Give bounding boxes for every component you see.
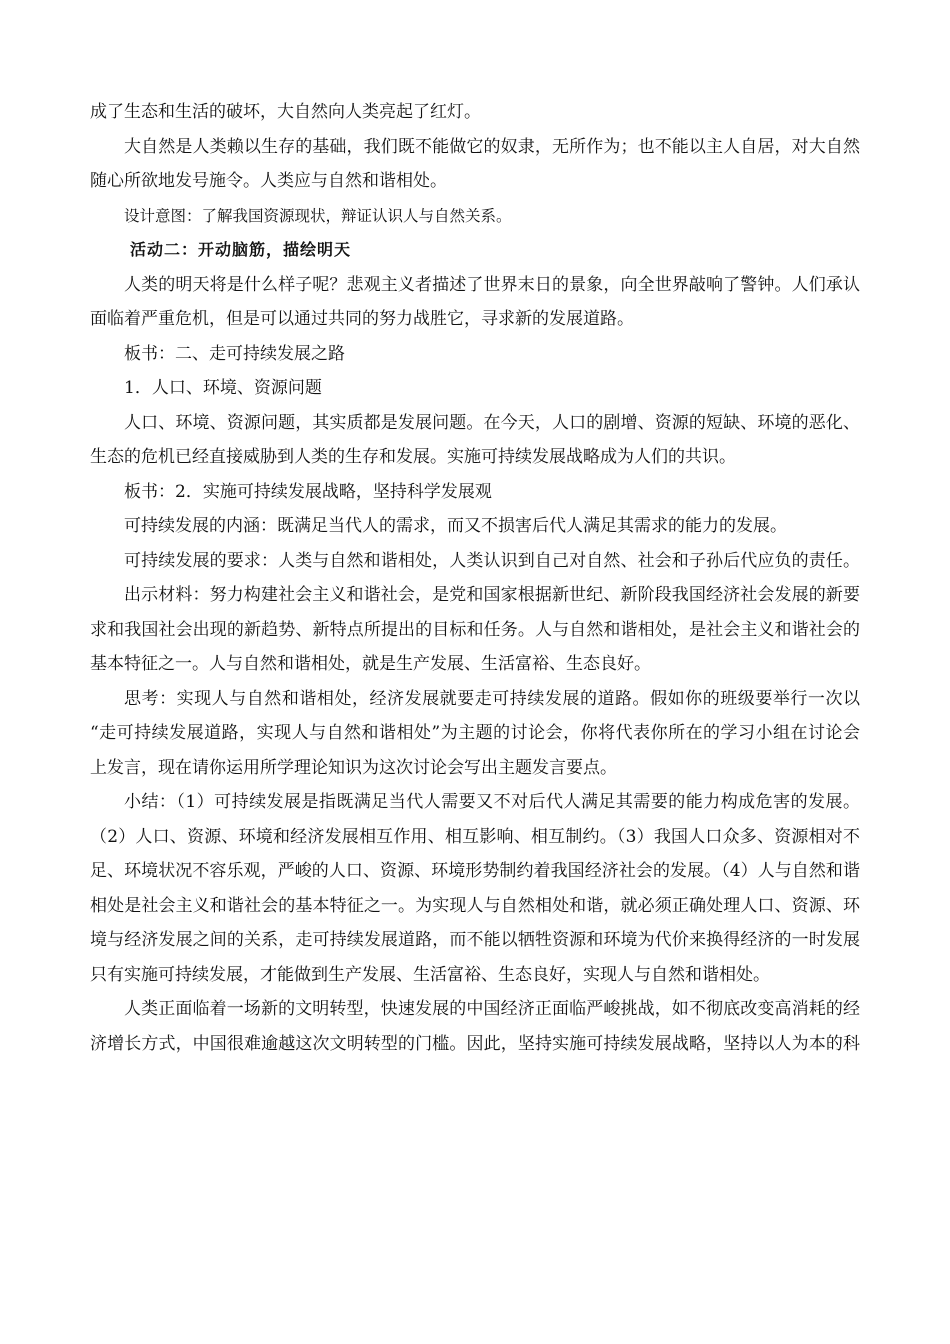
paragraph-line: 大自然是人类赖以生存的基础，我们既不能做它的奴隶，无所作为；也不能以主人自居，对大自然 bbox=[124, 136, 860, 157]
document-page bbox=[90, 95, 860, 1061]
paragraph-line: 随心所欲地发号施令。人类应与自然和谐相处。 bbox=[90, 171, 447, 191]
subsection-title: 1．人口、环境、资源问题 bbox=[124, 378, 322, 398]
summary-line: 足、环境状况不容乐观，严峻的人口、资源、环境形势制约着我国经济社会的发展。（4）人与自然和谐 bbox=[90, 861, 860, 881]
paragraph-line: 面临着严重危机，但是可以通过共同的努力战胜它，寻求新的发展道路。 bbox=[90, 309, 634, 329]
summary-line: 只有实施可持续发展，才能做到生产发展、生活富裕、生态良好，实现人与自然和谐相处。 bbox=[90, 964, 770, 985]
paragraph-line: 人类的明天将是什么样子呢？悲观主义者描述了世界末日的景象，向全世界敲响了警钟。人们承认 bbox=[124, 274, 860, 295]
summary-line: 小结：（1）可持续发展是指既满足当代人需要又不对后代人满足其需要的能力构成危害的发展。 bbox=[124, 792, 860, 812]
paragraph-line: 人类正面临着一场新的文明转型，快速发展的中国经济正面临严峻挑战，如不彻底改变高消耗的经 bbox=[124, 999, 860, 1019]
summary-line: 境与经济发展之间的关系，走可持续发展道路，而不能以牺牲资源和环境为代价来换得经济的一时发展 bbox=[90, 930, 860, 950]
board-writing-line: 板书：二、走可持续发展之路 bbox=[124, 343, 345, 364]
paragraph-line: 成了生态和生活的破坏，大自然向人类亮起了红灯。 bbox=[90, 102, 481, 122]
paragraph-line: 基本特征之一。人与自然和谐相处，就是生产发展、生活富裕、生态良好。 bbox=[90, 654, 651, 674]
paragraph-line: 生态的危机已经直接威胁到人类的生存和发展。实施可持续发展战略成为人们的共识。 bbox=[90, 447, 736, 467]
summary-line: 相处是社会主义和谐社会的基本特征之一。为实现人与自然相处和谐，就必须正确处理人口、资源、环 bbox=[90, 895, 860, 916]
paragraph-line: 思考：实现人与自然和谐相处，经济发展就要走可持续发展的道路。假如你的班级要举行一次以 bbox=[124, 688, 860, 709]
paragraph-line: 上发言，现在请你运用所学理论知识为这次讨论会写出主题发言要点。 bbox=[90, 757, 617, 778]
paragraph-line: 求和我国社会出现的新趋势、新特点所提出的目标和任务。人与自然和谐相处，是社会主义和谐社会的 bbox=[90, 619, 860, 640]
paragraph-line: 人口、环境、资源问题，其实质都是发展问题。在今天，人口的剧增、资源的短缺、环境的恶化、 bbox=[124, 412, 860, 433]
paragraph-line: 出示材料：努力构建社会主义和谐社会，是党和国家根据新世纪、新阶段我国经济社会发展的新要 bbox=[124, 585, 860, 605]
paragraph-line: 可持续发展的要求：人类与自然和谐相处，人类认识到自己对自然、社会和子孙后代应负的责任。 bbox=[124, 550, 860, 571]
paragraph-line: 可持续发展的内涵：既满足当代人的需求，而又不损害后代人满足其需求的能力的发展。 bbox=[124, 516, 787, 536]
board-writing-line: 板书：2．实施可持续发展战略，坚持科学发展观 bbox=[124, 481, 492, 502]
activity-heading: 活动二：开动脑筋，描绘明天 bbox=[130, 240, 352, 259]
summary-line: （2）人口、资源、环境和经济发展相互作用、相互影响、相互制约。（3）我国人口众多、资源相对不 bbox=[90, 826, 860, 847]
design-intent-line: 设计意图：了解我国资源现状，辩证认识人与自然关系。 bbox=[124, 206, 512, 225]
paragraph-line: 济增长方式，中国很难逾越这次文明转型的门槛。因此，坚持实施可持续发展战略，坚持以人为本的科 bbox=[90, 1033, 860, 1054]
paragraph-line: “走可持续发展道路，实现人与自然和谐相处”为主题的讨论会，你将代表你所在的学习小组在讨论会 bbox=[90, 723, 860, 743]
